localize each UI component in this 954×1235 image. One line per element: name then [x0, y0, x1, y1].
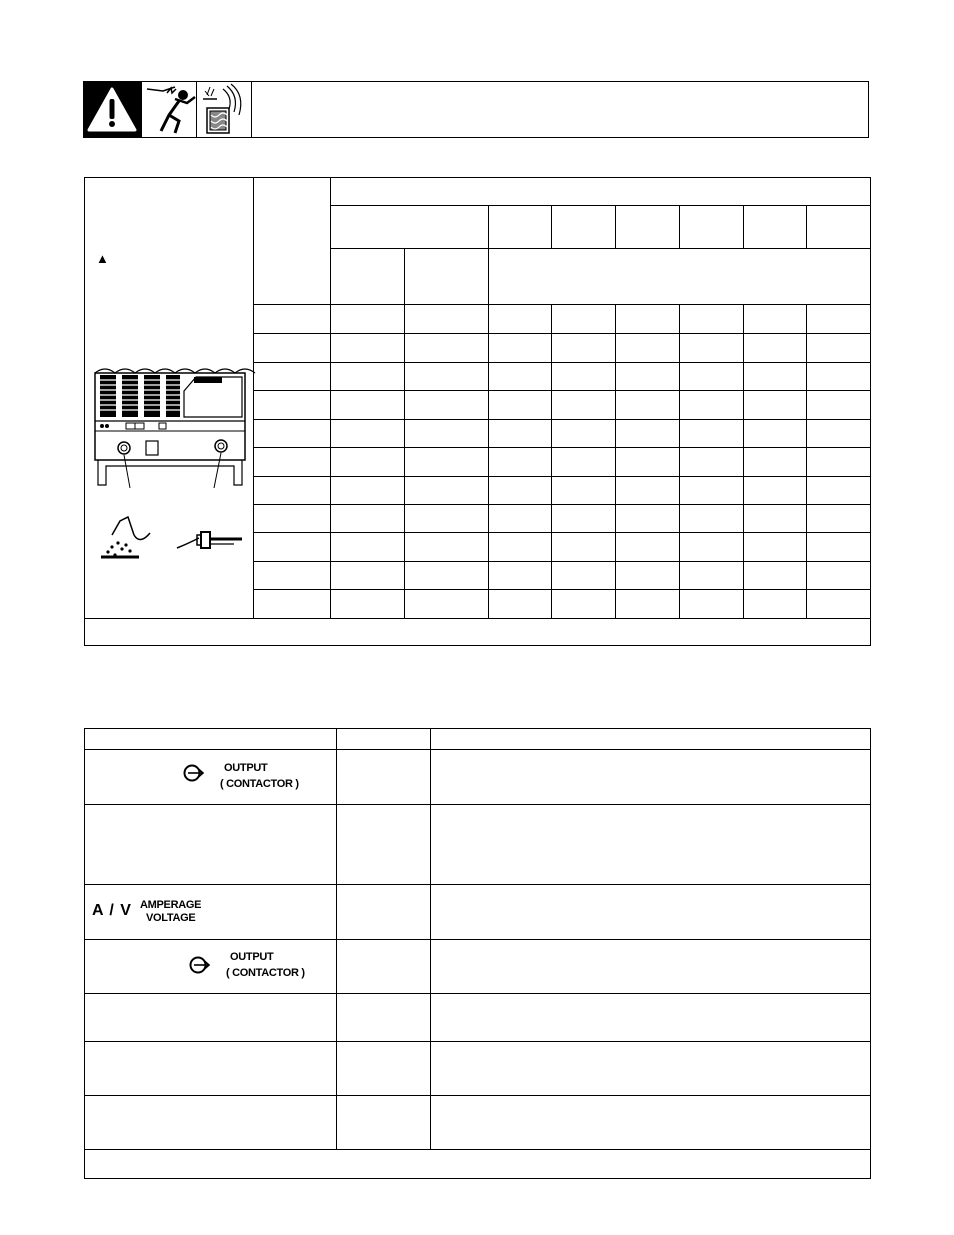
marker-triangle: ▲ [96, 251, 109, 266]
connection-table [84, 177, 871, 646]
amperage-voltage-symbol: A / V [92, 902, 132, 919]
contactor-label: ( CONTACTOR ) [226, 967, 305, 979]
electric-shock-icon [147, 87, 195, 133]
output-label: OUTPUT [224, 762, 268, 774]
output-contactor-symbol [183, 762, 203, 784]
contactor-label: ( CONTACTOR ) [220, 778, 299, 790]
amperage-label: AMPERAGE [140, 899, 202, 911]
output-label: OUTPUT [230, 951, 274, 963]
warning-message [263, 99, 853, 119]
electrode-holder-symbol [177, 532, 242, 548]
welding-machine-illustration [95, 369, 255, 488]
warning-banner [83, 81, 869, 138]
arc-rays-screen-icon [203, 84, 241, 133]
connection-table-note [94, 623, 854, 641]
controls-table [84, 728, 871, 1180]
controls-table-note [94, 1155, 854, 1173]
warning-triangle-icon [84, 82, 141, 137]
work-clamp-symbol [101, 517, 150, 557]
output-contactor-symbol [189, 954, 209, 976]
voltage-label: VOLTAGE [146, 912, 196, 924]
